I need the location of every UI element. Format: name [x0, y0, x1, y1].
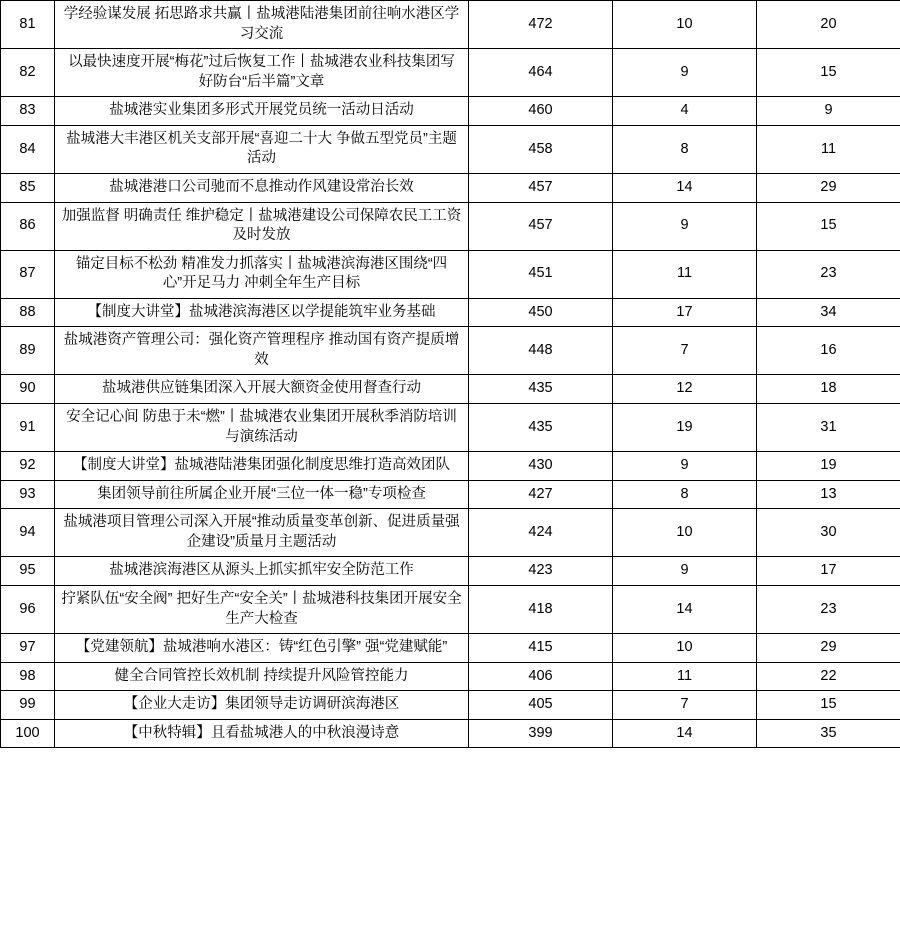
row-value-b: 11 [613, 662, 757, 691]
row-value-a: 418 [469, 585, 613, 633]
table-row [1, 509, 900, 557]
row-index: 84 [1, 125, 55, 173]
row-title: 【党建领航】盐城港响水港区：铸“红色引擎” 强“党建赋能” [55, 634, 469, 663]
row-value-c: 13 [757, 480, 900, 509]
row-value-b: 10 [613, 509, 757, 557]
row-value-b: 9 [613, 452, 757, 481]
row-title: 盐城港供应链集团深入开展大额资金使用督查行动 [55, 375, 469, 404]
row-value-a: 472 [469, 1, 613, 49]
row-value-c: 18 [757, 375, 900, 404]
row-value-c: 22 [757, 662, 900, 691]
table-row [1, 49, 900, 97]
row-index: 89 [1, 327, 55, 375]
row-value-a: 448 [469, 327, 613, 375]
row-index: 86 [1, 202, 55, 250]
row-value-b: 10 [613, 634, 757, 663]
table-row [1, 250, 900, 298]
table-row [1, 719, 900, 748]
row-value-b: 14 [613, 719, 757, 748]
row-index: 96 [1, 585, 55, 633]
row-value-a: 430 [469, 452, 613, 481]
row-title: 【中秋特辑】且看盐城港人的中秋浪漫诗意 [55, 719, 469, 748]
row-title: 拧紧队伍“安全阀” 把好生产“安全关”丨盐城港科技集团开展安全生产大检查 [55, 585, 469, 633]
row-value-a: 424 [469, 509, 613, 557]
row-value-a: 406 [469, 662, 613, 691]
row-value-a: 399 [469, 719, 613, 748]
row-value-a: 458 [469, 125, 613, 173]
row-title: 【制度大讲堂】盐城港滨海港区以学提能筑牢业务基础 [55, 298, 469, 327]
row-value-a: 435 [469, 375, 613, 404]
row-value-b: 12 [613, 375, 757, 404]
row-value-a: 435 [469, 404, 613, 452]
table-row [1, 97, 900, 126]
row-value-a: 405 [469, 691, 613, 720]
row-title: 学经验谋发展 拓思路求共赢丨盐城港陆港集团前往响水港区学习交流 [55, 1, 469, 49]
row-value-c: 19 [757, 452, 900, 481]
row-value-c: 15 [757, 691, 900, 720]
row-value-c: 23 [757, 585, 900, 633]
table-row [1, 202, 900, 250]
table-row [1, 327, 900, 375]
row-index: 85 [1, 173, 55, 202]
row-value-c: 29 [757, 634, 900, 663]
table-body [1, 1, 900, 748]
table-row [1, 173, 900, 202]
row-index: 91 [1, 404, 55, 452]
row-index: 100 [1, 719, 55, 748]
row-index: 98 [1, 662, 55, 691]
row-index: 99 [1, 691, 55, 720]
row-index: 92 [1, 452, 55, 481]
row-index: 95 [1, 557, 55, 586]
table-row [1, 634, 900, 663]
table-row [1, 375, 900, 404]
row-title: 加强监督 明确责任 维护稳定丨盐城港建设公司保障农民工工资及时发放 [55, 202, 469, 250]
row-value-a: 464 [469, 49, 613, 97]
row-value-c: 35 [757, 719, 900, 748]
row-title: 盐城港滨海港区从源头上抓实抓牢安全防范工作 [55, 557, 469, 586]
table-row [1, 125, 900, 173]
row-value-c: 17 [757, 557, 900, 586]
row-index: 82 [1, 49, 55, 97]
table-row [1, 557, 900, 586]
row-value-c: 34 [757, 298, 900, 327]
row-value-b: 8 [613, 480, 757, 509]
row-value-c: 15 [757, 202, 900, 250]
row-title: 安全记心间 防患于未“燃”丨盐城港农业集团开展秋季消防培训与演练活动 [55, 404, 469, 452]
row-value-a: 457 [469, 202, 613, 250]
row-value-c: 15 [757, 49, 900, 97]
row-title: 【制度大讲堂】盐城港陆港集团强化制度思维打造高效团队 [55, 452, 469, 481]
row-value-c: 16 [757, 327, 900, 375]
row-value-b: 8 [613, 125, 757, 173]
table-row [1, 1, 900, 49]
row-value-a: 451 [469, 250, 613, 298]
row-value-b: 7 [613, 327, 757, 375]
table-row [1, 662, 900, 691]
row-title: 盐城港实业集团多形式开展党员统一活动日活动 [55, 97, 469, 126]
row-index: 94 [1, 509, 55, 557]
row-index: 93 [1, 480, 55, 509]
row-value-c: 23 [757, 250, 900, 298]
row-title: 盐城港大丰港区机关支部开展“喜迎二十大 争做五型党员”主题活动 [55, 125, 469, 173]
row-value-c: 30 [757, 509, 900, 557]
table-row [1, 298, 900, 327]
row-index: 81 [1, 1, 55, 49]
row-value-c: 9 [757, 97, 900, 126]
row-title: 盐城港项目管理公司深入开展“推动质量变革创新、促进质量强企建设”质量月主题活动 [55, 509, 469, 557]
table-row [1, 452, 900, 481]
row-value-b: 9 [613, 202, 757, 250]
row-value-b: 19 [613, 404, 757, 452]
row-index: 90 [1, 375, 55, 404]
row-value-c: 11 [757, 125, 900, 173]
row-title: 盐城港港口公司驰而不息推动作风建设常治长效 [55, 173, 469, 202]
row-value-a: 415 [469, 634, 613, 663]
row-value-b: 14 [613, 585, 757, 633]
row-value-c: 31 [757, 404, 900, 452]
table-row [1, 585, 900, 633]
row-value-b: 10 [613, 1, 757, 49]
table-row [1, 691, 900, 720]
table-row [1, 480, 900, 509]
row-index: 83 [1, 97, 55, 126]
row-value-a: 423 [469, 557, 613, 586]
row-value-b: 4 [613, 97, 757, 126]
row-value-c: 29 [757, 173, 900, 202]
table-row [1, 404, 900, 452]
row-value-b: 14 [613, 173, 757, 202]
row-title: 【企业大走访】集团领导走访调研滨海港区 [55, 691, 469, 720]
row-title: 锚定目标不松劲 精准发力抓落实丨盐城港滨海港区围绕“四心”开足马力 冲刺全年生产目标 [55, 250, 469, 298]
row-title: 健全合同管控长效机制 持续提升风险管控能力 [55, 662, 469, 691]
row-value-a: 460 [469, 97, 613, 126]
row-index: 87 [1, 250, 55, 298]
row-value-b: 9 [613, 49, 757, 97]
row-value-a: 427 [469, 480, 613, 509]
row-value-b: 9 [613, 557, 757, 586]
row-title: 集团领导前往所属企业开展“三位一体一稳”专项检查 [55, 480, 469, 509]
row-title: 盐城港资产管理公司：强化资产管理程序 推动国有资产提质增效 [55, 327, 469, 375]
row-value-c: 20 [757, 1, 900, 49]
row-value-b: 7 [613, 691, 757, 720]
row-value-a: 450 [469, 298, 613, 327]
row-index: 88 [1, 298, 55, 327]
row-index: 97 [1, 634, 55, 663]
row-value-b: 11 [613, 250, 757, 298]
row-title: 以最快速度开展“梅花”过后恢复工作丨盐城港农业科技集团写好防台“后半篇”文章 [55, 49, 469, 97]
row-value-b: 17 [613, 298, 757, 327]
row-value-a: 457 [469, 173, 613, 202]
